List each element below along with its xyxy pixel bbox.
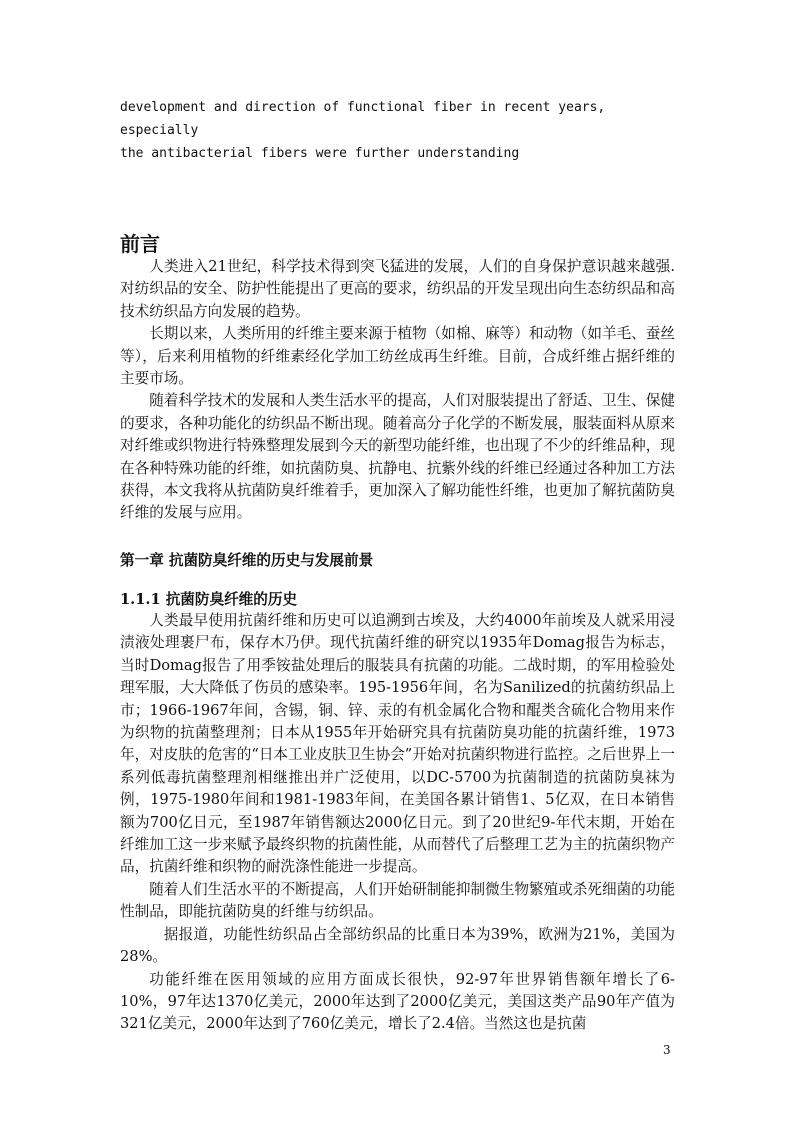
- chapter-body: [120, 610, 675, 1036]
- preface-body: [120, 256, 675, 525]
- page-number: 3: [663, 1043, 671, 1057]
- preface-paragraph: 人类进入21世纪，科学技术得到突飞猛进的发展，人们的自身保护意识越来越强. 对纺织品的安全、防护性能提出了更高的要求，纺织品的开发呈现出向生态纺织品和高技术纺织品方向发展的趋势。: [120, 258, 675, 320]
- preface-paragraph: 随着科学技术的发展和人类生活水平的提高，人们对服装提出了舒适、卫生、保健的要求，各种功能化的纺织品不断出现。随着高分子化学的不断发展，服装面料从原来对纤维或织物进行特殊整理发展到今天的新型功能纤维，也出现了不少的纤维品种，现在各种特殊功能的纤维，如抗菌防臭、抗静电、抗紫外线的纤维已经通过各种加工方法获得，本文我将从抗菌防臭纤维着手，更加深入了解功能性纤维，也更加了解抗菌防臭纤维的发展与应用。: [120, 392, 675, 522]
- chapter-paragraph: 人类最早使用抗菌纤维和历史可以追溯到古埃及，大约4000年前埃及人就采用浸渍液处理裹尸布，保存木乃伊。现代抗菌纤维的研究以1935年Domag报告为标志，当时Domag报告了用季铵盐处理后的服装具有抗菌的功能。二战时期，的军用检验处理军服，大大降低了伤员的感染率。195-1956年间，名为Sanilized的抗菌纺织品上市；1966-1967年间，含锡，铜、锌、汞的有机金属化合物和醌类含硫化合物用来作为织物的抗菌整理剂；日本从1955年开始研究具有抗菌防臭功能的抗菌纤维，1973年，对皮肤的危害的“日本工业皮肤卫生协会”开始对抗菌织物进行监控。之后世界上一系列低毒抗菌整理剂相继推出并广泛使用，以DC-5700为抗菌制造的抗菌防臭袜为例，1975-1980年间和1981-1983年间，在美国各累计销售1、5亿双，在日本销售额为700亿日元，至1987年销售额达2000亿日元。到了20世纪9-年代末期，开始在纤维加工这一步来赋予最终织物的抗菌性能，从而替代了后整理工艺为主的抗菌织物产品，抗菌纤维和织物的耐洗涤性能进一步提高。: [120, 612, 675, 876]
- preface-paragraph: 长期以来，人类所用的纤维主要来源于植物（如棉、麻等）和动物（如羊毛、蚕丝等），后来利用植物的纤维素经化学加工纺丝成再生纤维。目前，合成纤维占据纤维的主要市场。: [120, 325, 675, 388]
- chapter-paragraph: 功能纤维在医用领域的应用方面成长很快，92-97年世界销售额年增长了6-10%，97年达1370亿美元，2000年达到了2000亿美元，美国这类产品90年产值为321亿美元，2000年达到了760亿美元，增长了2.4倍。当然这也是抗菌: [120, 970, 675, 1033]
- abstract-english-tail: development and direction of functional fiber in recent years, especially the antibacterial fibers were further understanding: [120, 100, 606, 161]
- chapter-paragraph: 据报道，功能性纺织品占全部纺织品的比重日本为39%，欧洲为21%，美国为28%。: [120, 925, 675, 966]
- chapter-paragraph: 随着人们生活水平的不断提高，人们开始研制能抑制微生物繁殖或杀死细菌的功能性制品，即能抗菌防臭的纤维与纺织品。: [120, 880, 675, 921]
- section-heading: 1.1.1 抗菌防臭纤维的历史: [120, 591, 298, 608]
- preface-heading: 前言: [120, 232, 160, 256]
- chapter-heading: 第一章 抗菌防臭纤维的历史与发展前景: [120, 552, 374, 569]
